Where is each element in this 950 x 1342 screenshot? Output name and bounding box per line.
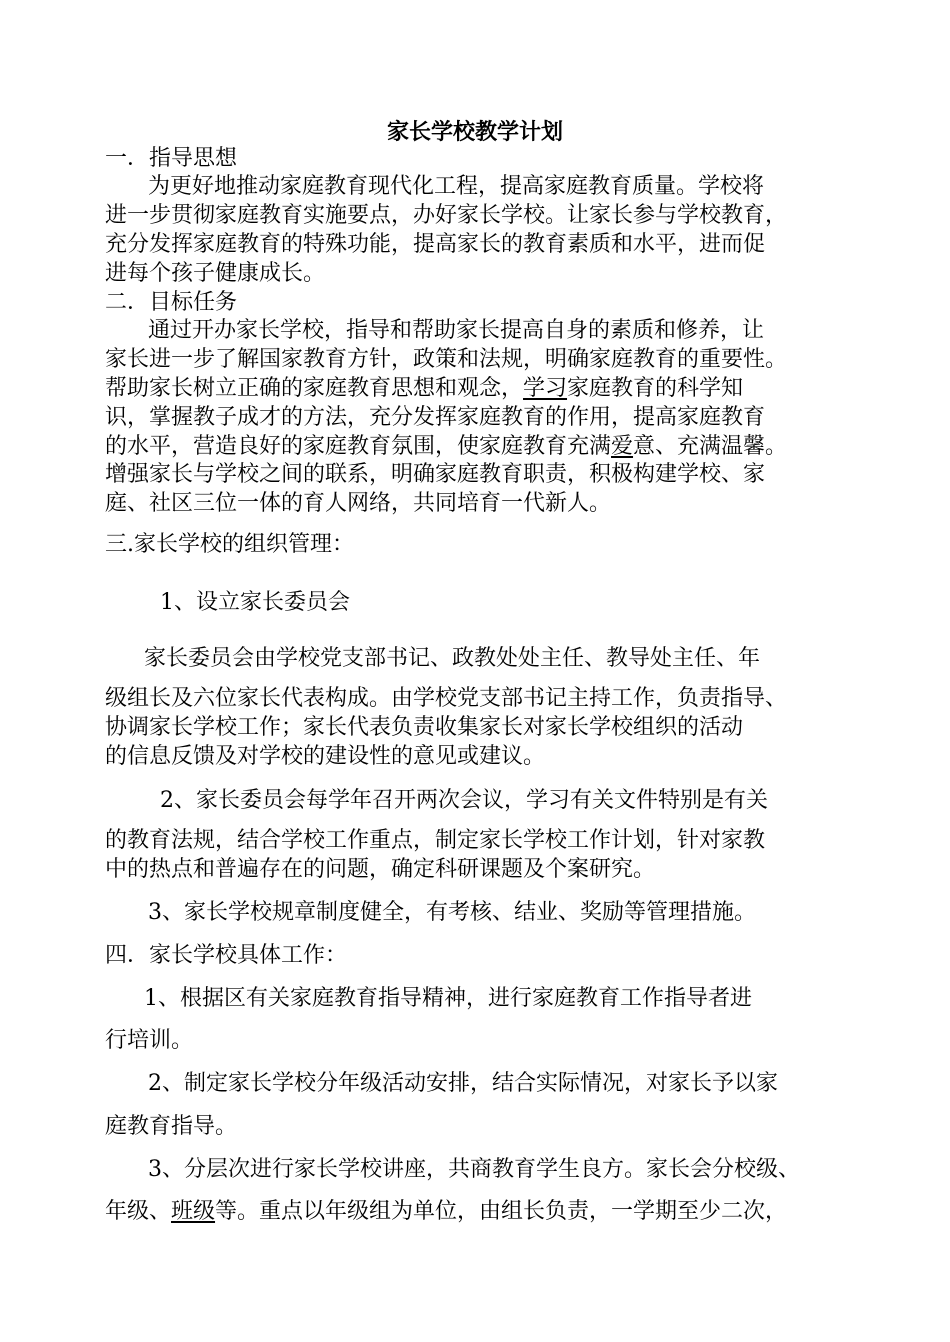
paragraph-line [105,376,743,402]
paragraph-line: 通过开办家长学校，指导和帮助家长提高自身的素质和修养，让 [148,318,765,343]
text-run: 年级、 [105,1199,172,1224]
paragraph-line: 中的热点和普遍存在的问题，确定科研课题及个案研究。 [105,857,656,882]
text-run: 家庭教育的科学知 [567,376,744,401]
paragraph-line [105,434,787,460]
paragraph-line: 协调家长学校工作；家长代表负责收集家长对家长学校组织的活动 [105,715,744,740]
paragraph-line: 识，掌握教子成才的方法，充分发挥家庭教育的作用，提高家庭教育 [105,405,766,430]
paragraph-line: 的教育法规，结合学校工作重点，制定家长学校工作计划，针对家教 [105,828,766,853]
text-run: 等。重点以年级组为单位，由组长负责，一学期至少二次， [215,1199,788,1224]
paragraph-line: 2、制定家长学校分年级活动安排，结合实际情况，对家长予以家 [148,1071,778,1096]
paragraph-line: 增强家长与学校之间的联系，明确家庭教育职责，积极构建学校、家 [105,462,766,487]
paragraph-line: 进每个孩子健康成长。 [105,261,326,286]
text-run: 的水平，营造良好的家庭教育氛围，使家庭教育充满 [105,434,612,459]
underlined-term: 班级 [171,1199,216,1224]
document-title: 家长学校教学计划 [386,119,563,145]
paragraph-line: 1、根据区有关家庭教育指导精神，进行家庭教育工作指导者进 [144,986,752,1011]
paragraph-line: 家长进一步了解国家教育方针，政策和法规，明确家庭教育的重要性。 [105,347,788,372]
paragraph-line: 2、家长委员会每学年召开两次会议，学习有关文件特别是有关 [160,788,768,813]
paragraph-line: 级组长及六位家长代表构成。由学校党支部书记主持工作，负责指导、 [105,686,788,711]
section-2-heading: 二．目标任务 [105,290,238,315]
section-3-heading: 三.家长学校的组织管理： [105,532,354,557]
paragraph-line: 庭教育指导。 [105,1114,238,1139]
paragraph-line: 家长委员会由学校党支部书记、政教处处主任、教导处主任、年 [144,646,761,671]
text-run: 意、充满温馨。 [633,434,788,459]
paragraph-line: 庭、社区三位一体的育人网络，共同培育一代新人。 [105,491,612,516]
subsection-title: 1、设立家长委员会 [160,590,350,615]
paragraph-line [105,1199,787,1225]
paragraph-line: 行培训。 [105,1028,194,1053]
section-4-heading: 四．家长学校具体工作： [105,943,348,968]
section-1-heading: 一．指导思想 [105,146,238,171]
paragraph-line: 充分发挥家庭教育的特殊功能，提高家长的教育素质和水平，进而促 [105,232,766,257]
underlined-term: 学习 [523,376,568,401]
paragraph-line: 3、家长学校规章制度健全，有考核、结业、奖励等管理措施。 [148,900,756,925]
paragraph-line: 进一步贯彻家庭教育实施要点，办好家长学校。让家长参与学校教育， [105,203,788,228]
text-run: 帮助家长树立正确的家庭教育思想和观念， [105,376,524,401]
paragraph-line: 3、分层次进行家长学校讲座，共商教育学生良方。家长会分校级、 [148,1157,800,1182]
paragraph-line: 为更好地推动家庭教育现代化工程，提高家庭教育质量。学校将 [148,174,765,199]
paragraph-line: 的信息反馈及对学校的建设性的意见或建议。 [105,744,546,769]
underlined-term: 爱 [611,434,634,459]
